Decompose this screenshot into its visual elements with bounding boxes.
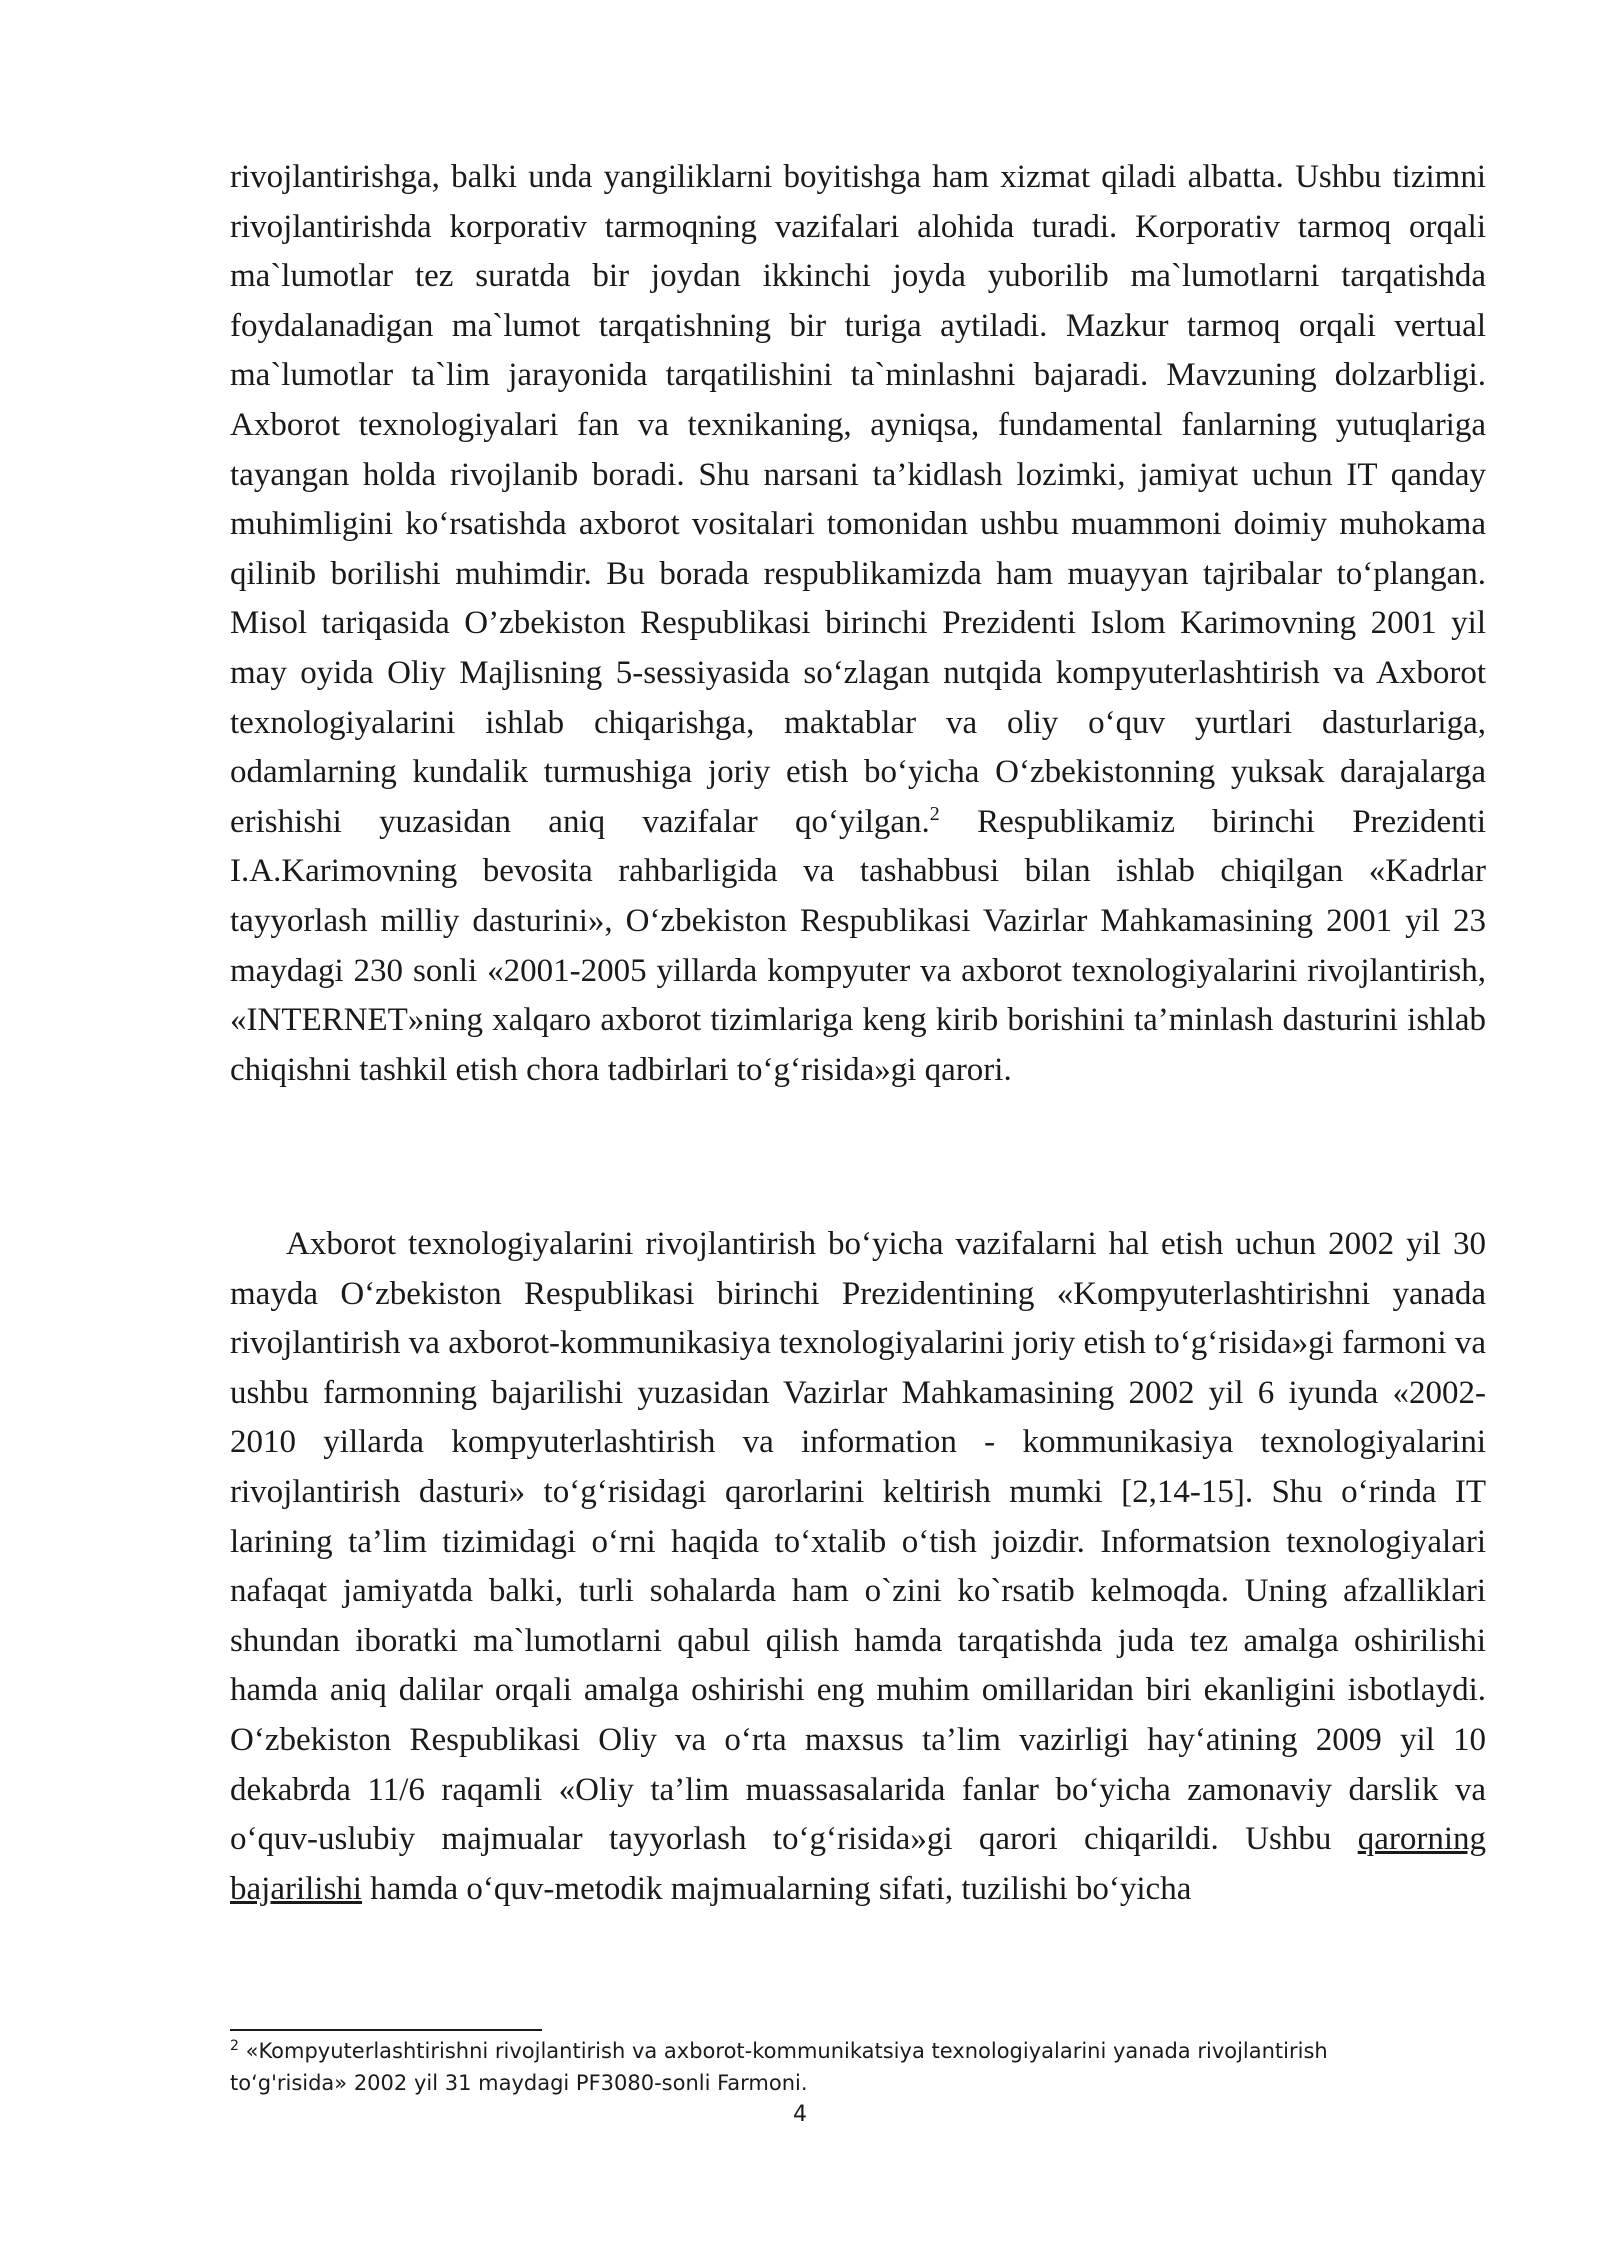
footnote-text: «Kompyuterlashtirishni rivojlantirish va axborot-kommunikatsiya texnologiyalarini yanada rivojlantirish to‘g'risida» 2002 yil 31 maydagi PF3080-sonli Farmoni. (230, 2039, 1328, 2095)
body-paragraph-2 (230, 1220, 1486, 1914)
footnote-separator (230, 2029, 542, 2031)
paragraph-1-text-a: rivojlantirishga, balki unda yangiliklarni boyitishga ham xizmat qiladi albatta. Ushbu tizimni rivojlantirishda korporativ tarmoqning vazifalari alohida turadi. Korporativ tarmoq orqali ma`lumotlar tez suratda bir joydan ikkinchi joyda yuborilib ma`lumotlarni tarqatishda foydalanadigan ma`lumot tarqatishning bir turiga aytiladi. Mazkur tarmoq orqali vertual ma`lumotlar ta`lim jarayonida tarqatilishini ta`minlashni bajaradi. Mavzuning dolzarbligi. Axborot texnologiyalari fan va texnikaning, ayniqsa, fundamental fanlarning yutuqlariga tayangan holda rivojlanib boradi. Shu narsani ta’kidlash lozimki, jamiyat uchun IT qanday muhimligini ko‘rsatishda axborot vositalari tomonidan ushbu muammoni doimiy muhokama qilinib borilishi muhimdir. Bu borada respublikamizda ham muayyan tajribalar to‘plangan. Misol tariqasida O’zbekiston Respublikasi birinchi Prezidenti Islom Karimovning 2001 yil may oyida Oliy Majlisning 5-sessiyasida so‘zlagan nutqida kompyuterlashtirish va Axborot texnologiyalarini ishlab chiqarishga, maktablar va oliy o‘quv yurtlari dasturlariga, odamlarning kundalik turmushiga joriy etish bo‘yicha O‘zbekistonning yuksak darajalarga erishishi yuzasidan aniq vazifalar qo‘yilgan. (230, 159, 1486, 840)
body-paragraph-1 (230, 153, 1486, 1095)
paragraph-2-text-b: hamda o‘quv-metodik majmualarning sifati, tuzilishi bo‘yicha (361, 1870, 1192, 1907)
paragraph-1-text-b: Respublikamiz birinchi Prezidenti I.A.Karimovning bevosita rahbarligida va tashabbusi bilan ishlab chiqilgan «Kadrlar tayyorlash milliy dasturini», O‘zbekiston Respublikasi Vazirlar Mahkamasining 2001 yil 23 maydagi 230 sonli «2001-2005 yillarda kompyuter va axborot texnologiyalarini rivojlantirish, «INTERNET»ning xalqaro axborot tizimlariga keng kirib borishini ta’minlash dasturini ishlab chiqishni tashkil etish chora tadbirlari to‘g‘risida»gi qarori. (230, 803, 1486, 1088)
footnote-number: 2 (230, 2038, 239, 2054)
paragraph-2-text-a: Axborot texnologiyalarini rivojlantirish bo‘yicha vazifalarni hal etish uchun 2002 yil 30 mayda O‘zbekiston Respublikasi birinchi Prezidentining «Kompyuterlashtirishni yanada rivojlantirish va axborot-kommunikasiya texnologiyalarini joriy etish to‘g‘risida»gi farmoni va ushbu farmonning bajarilishi yuzasidan Vazirlar Mahkamasining 2002 yil 6 iyunda «2002-2010 yillarda kompyuterlashtirish va information - kommunikasiya texnologiyalarini rivojlantirish dasturi» to‘g‘risidagi qarorlarini keltirish mumki [2,14-15]. Shu o‘rinda IT larining ta’lim tizimidagi o‘rni haqida to‘xtalib o‘tish joizdir. Informatsion texnologiyalari nafaqat jamiyatda balki, turli sohalarda ham o`zini ko`rsatib kelmoqda. Uning afzalliklari shundan iboratki ma`lumotlarni qabul qilish hamda tarqatishda juda tez amalga oshirilishi hamda aniq dalilar orqali amalga oshirishi eng muhim omillaridan biri ekanligini isbotlaydi. O‘zbekiston Respublikasi Oliy va o‘rta maxsus ta’lim vazirligi hay‘atining 2009 yil 10 dekabrda 11/6 raqamli «Oliy ta’lim muassasalarida fanlar bo‘yicha zamonaviy darslik va o‘quv-uslubiy majmualar tayyorlash to‘g‘risida»gi qarori chiqarildi. Ushbu (230, 1226, 1486, 1858)
footnote-reference[interactable]: 2 (929, 802, 940, 825)
footnote (230, 2035, 1410, 2099)
page-number: 4 (793, 2102, 807, 2127)
underlined-phrase: qarorning bajarilishi (230, 1821, 1486, 1907)
